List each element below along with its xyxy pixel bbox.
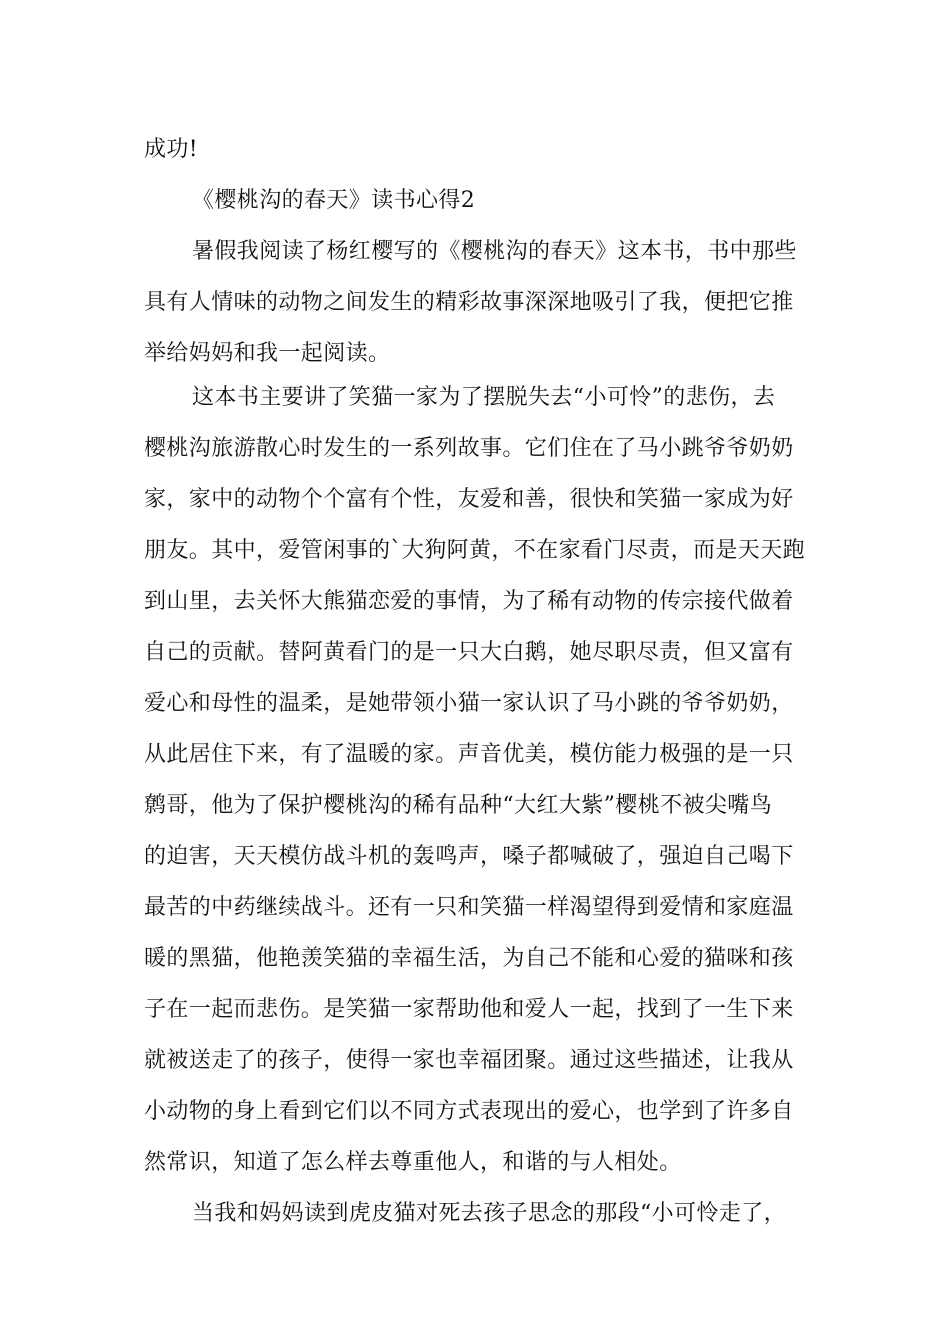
text-line: 暖的黑猫，他艳羡笑猫的幸福生活，为自己不能和心爱的猫咪和孩 xyxy=(144,946,794,971)
text-line: 小动物的身上看到它们以不同方式表现出的爱心，也学到了许多自 xyxy=(144,1099,794,1124)
text-line: 这本书主要讲了笑猫一家为了摆脱失去“小可怜”的悲伤，去 xyxy=(192,385,776,410)
text-line: 到山里，去关怀大熊猫恋爱的事情，为了稀有动物的传宗接代做着 xyxy=(144,589,794,614)
text-line: 暑假我阅读了杨红樱写的《樱桃沟的春天》这本书，书中那些 xyxy=(192,239,797,264)
text-line: 然常识，知道了怎么样去尊重他人，和谐的与人相处。 xyxy=(144,1150,682,1175)
text-line: 鹩哥，他为了保护樱桃沟的稀有品种“大红大紫”樱桃不被尖嘴鸟 xyxy=(144,793,773,818)
section-heading: 《樱桃沟的春天》读书心得2 xyxy=(192,188,476,213)
text-line: 樱桃沟旅游散心时发生的一系列故事。它们住在了马小跳爷爷奶奶 xyxy=(144,436,794,461)
text-line: 当我和妈妈读到虎皮猫对死去孩子思念的那段“小可怜走了， xyxy=(192,1201,787,1226)
text-line: 举给妈妈和我一起阅读。 xyxy=(144,341,391,366)
text-line: 的迫害，天天模仿战斗机的轰鸣声，嗓子都喊破了，强迫自己喝下 xyxy=(144,844,794,869)
text-line: 具有人情味的动物之间发生的精彩故事深深地吸引了我，便把它推 xyxy=(144,290,794,315)
text-line: 成功! xyxy=(144,137,199,162)
text-line: 自己的贡献。替阿黄看门的是一只大白鹅，她尽职尽责，但又富有 xyxy=(144,640,794,665)
text-line: 从此居住下来，有了温暖的家。声音优美，模仿能力极强的是一只 xyxy=(144,742,794,767)
text-line: 最苦的中药继续战斗。还有一只和笑猫一样渴望得到爱情和家庭温 xyxy=(144,895,794,920)
text-line: 子在一起而悲伤。是笑猫一家帮助他和爱人一起，找到了一生下来 xyxy=(144,997,794,1022)
text-line: 爱心和母性的温柔，是她带领小猫一家认识了马小跳的爷爷奶奶， xyxy=(144,691,794,716)
text-line: 家，家中的动物个个富有个性，友爱和善，很快和笑猫一家成为好 xyxy=(144,487,794,512)
text-line: 朋友。其中，爱管闲事的`大狗阿黄，不在家看门尽责，而是天天跑 xyxy=(144,538,806,563)
text-line: 就被送走了的孩子，使得一家也幸福团聚。通过这些描述，让我从 xyxy=(144,1048,794,1073)
